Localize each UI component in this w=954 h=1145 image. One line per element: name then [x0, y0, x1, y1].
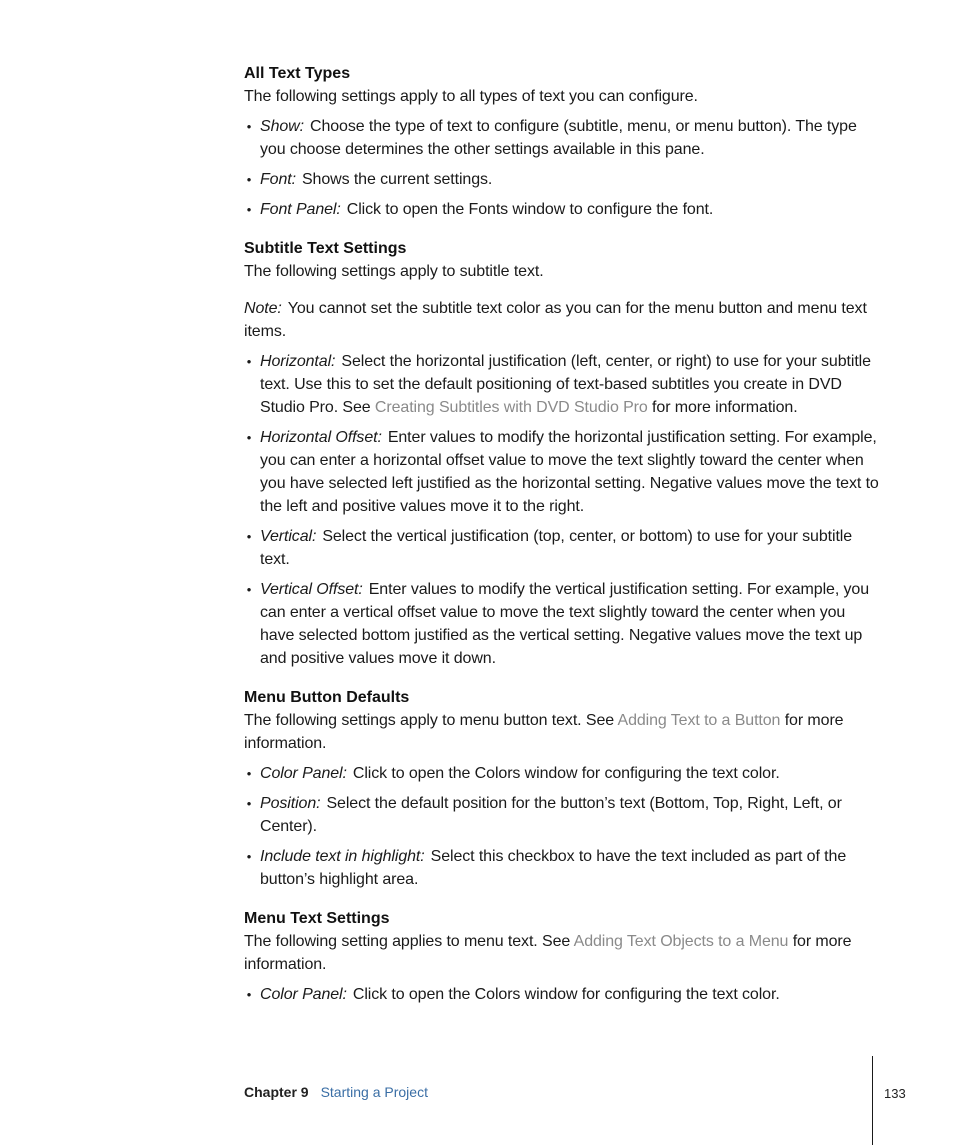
- bullet-icon: •: [246, 172, 252, 187]
- term-label: Color Panel:: [260, 765, 347, 782]
- section-intro: [244, 709, 880, 755]
- term-label: Color Panel:: [260, 986, 347, 1003]
- term-description: Select this checkbox to have the text included as part of the button’s highlight area.: [260, 848, 847, 888]
- section-all-text-types: [244, 62, 880, 221]
- section-menu-text-settings: [244, 907, 880, 1006]
- bullet-icon: •: [246, 354, 252, 369]
- section-menu-button-defaults: [244, 686, 880, 891]
- bullet-icon: •: [246, 119, 252, 134]
- term-description: Enter values to modify the vertical justification setting. For example, you can enter a vertical offset value to move the text slightly toward the center when you have selected bottom justified as the vertical setting. Negative values move the text up and positive values move it down.: [260, 581, 870, 667]
- term-label: Include text in highlight:: [260, 848, 425, 865]
- list-item: [244, 762, 880, 785]
- bullet-icon: •: [246, 987, 252, 1002]
- term-label: Show:: [260, 118, 304, 135]
- note-label: Note:: [244, 300, 282, 317]
- intro-text: The following setting applies to menu text. See: [244, 933, 574, 950]
- section-heading: All Text Types: [244, 65, 351, 82]
- term-description: Click to open the Colors window for configuring the text color.: [352, 986, 780, 1003]
- intro-text-end: for more information.: [244, 712, 844, 752]
- term-description: Enter values to modify the horizontal justification setting. For example, you can enter a horizontal offset value to move the text slightly toward the center when you have selected left justified as the horizontal setting. Negative values move the text to the left and positive values move it to the right.: [260, 429, 879, 515]
- footer-chapter: Chapter 9: [244, 1084, 309, 1100]
- term-label: Vertical Offset:: [260, 581, 363, 598]
- list-item: [244, 426, 880, 518]
- list-item: [244, 525, 880, 571]
- footer-divider: [872, 1056, 873, 1145]
- list-item: [244, 578, 880, 670]
- term-description-end: for more information.: [647, 399, 798, 416]
- section-intro: The following settings apply to all types of text you can configure.: [244, 88, 698, 105]
- footer-chapter-title-link[interactable]: Starting a Project: [320, 1084, 428, 1100]
- term-description: Select the horizontal justification (left, center, or right) to use for your subtitle text. Use this to set the default positioning of text-based subtitles you create in DVD Studio Pro. See: [260, 353, 871, 416]
- list-item: [244, 198, 880, 221]
- list-item: [244, 350, 880, 419]
- list-item: [244, 983, 880, 1006]
- list-item: [244, 115, 880, 161]
- section-heading: Menu Button Defaults: [244, 689, 410, 706]
- term-description: Select the default position for the button’s text (Bottom, Top, Right, Left, or Center).: [260, 795, 842, 835]
- term-label: Horizontal Offset:: [260, 429, 382, 446]
- section-intro: The following settings apply to subtitle text.: [244, 263, 544, 280]
- bullet-list: [244, 115, 880, 221]
- term-description: Select the vertical justification (top, center, or bottom) to use for your subtitle text.: [260, 528, 853, 568]
- note-text: You cannot set the subtitle text color as you can for the menu button and menu text items.: [244, 300, 867, 340]
- intro-text: The following settings apply to menu button text. See: [244, 712, 618, 729]
- term-description: Click to open the Colors window for configuring the text color.: [352, 765, 780, 782]
- list-item: [244, 792, 880, 838]
- section-heading: Subtitle Text Settings: [244, 240, 407, 257]
- bullet-icon: •: [246, 529, 252, 544]
- bullet-list: [244, 762, 880, 891]
- intro-text-end: for more information.: [244, 933, 852, 973]
- document-page: [244, 62, 880, 1022]
- bullet-icon: •: [246, 202, 252, 217]
- term-label: Position:: [260, 795, 321, 812]
- bullet-icon: •: [246, 766, 252, 781]
- bullet-list: [244, 983, 880, 1006]
- page-footer: [244, 1084, 884, 1106]
- adding-text-to-button-link[interactable]: Adding Text to a Button: [617, 712, 781, 729]
- adding-text-objects-link[interactable]: Adding Text Objects to a Menu: [573, 933, 789, 950]
- term-label: Horizontal:: [260, 353, 336, 370]
- term-description: Click to open the Fonts window to configure the font.: [346, 201, 714, 218]
- bullet-icon: •: [246, 430, 252, 445]
- term-description: Shows the current settings.: [301, 171, 493, 188]
- note-paragraph: [244, 297, 880, 343]
- list-item: [244, 168, 880, 191]
- bullet-list: [244, 350, 880, 670]
- term-description: Choose the type of text to configure (subtitle, menu, or menu button). The type you choose determines the other settings available in this pane.: [260, 118, 857, 158]
- term-label: Font Panel:: [260, 201, 341, 218]
- bullet-icon: •: [246, 849, 252, 864]
- creating-subtitles-link[interactable]: Creating Subtitles with DVD Studio Pro: [374, 399, 648, 416]
- bullet-icon: •: [246, 796, 252, 811]
- term-label: Vertical:: [260, 528, 317, 545]
- section-intro: [244, 930, 880, 976]
- section-subtitle-text-settings: [244, 237, 880, 670]
- term-label: Font:: [260, 171, 296, 188]
- page-number: 133: [884, 1086, 906, 1101]
- bullet-icon: •: [246, 582, 252, 597]
- list-item: [244, 845, 880, 891]
- section-heading: Menu Text Settings: [244, 910, 390, 927]
